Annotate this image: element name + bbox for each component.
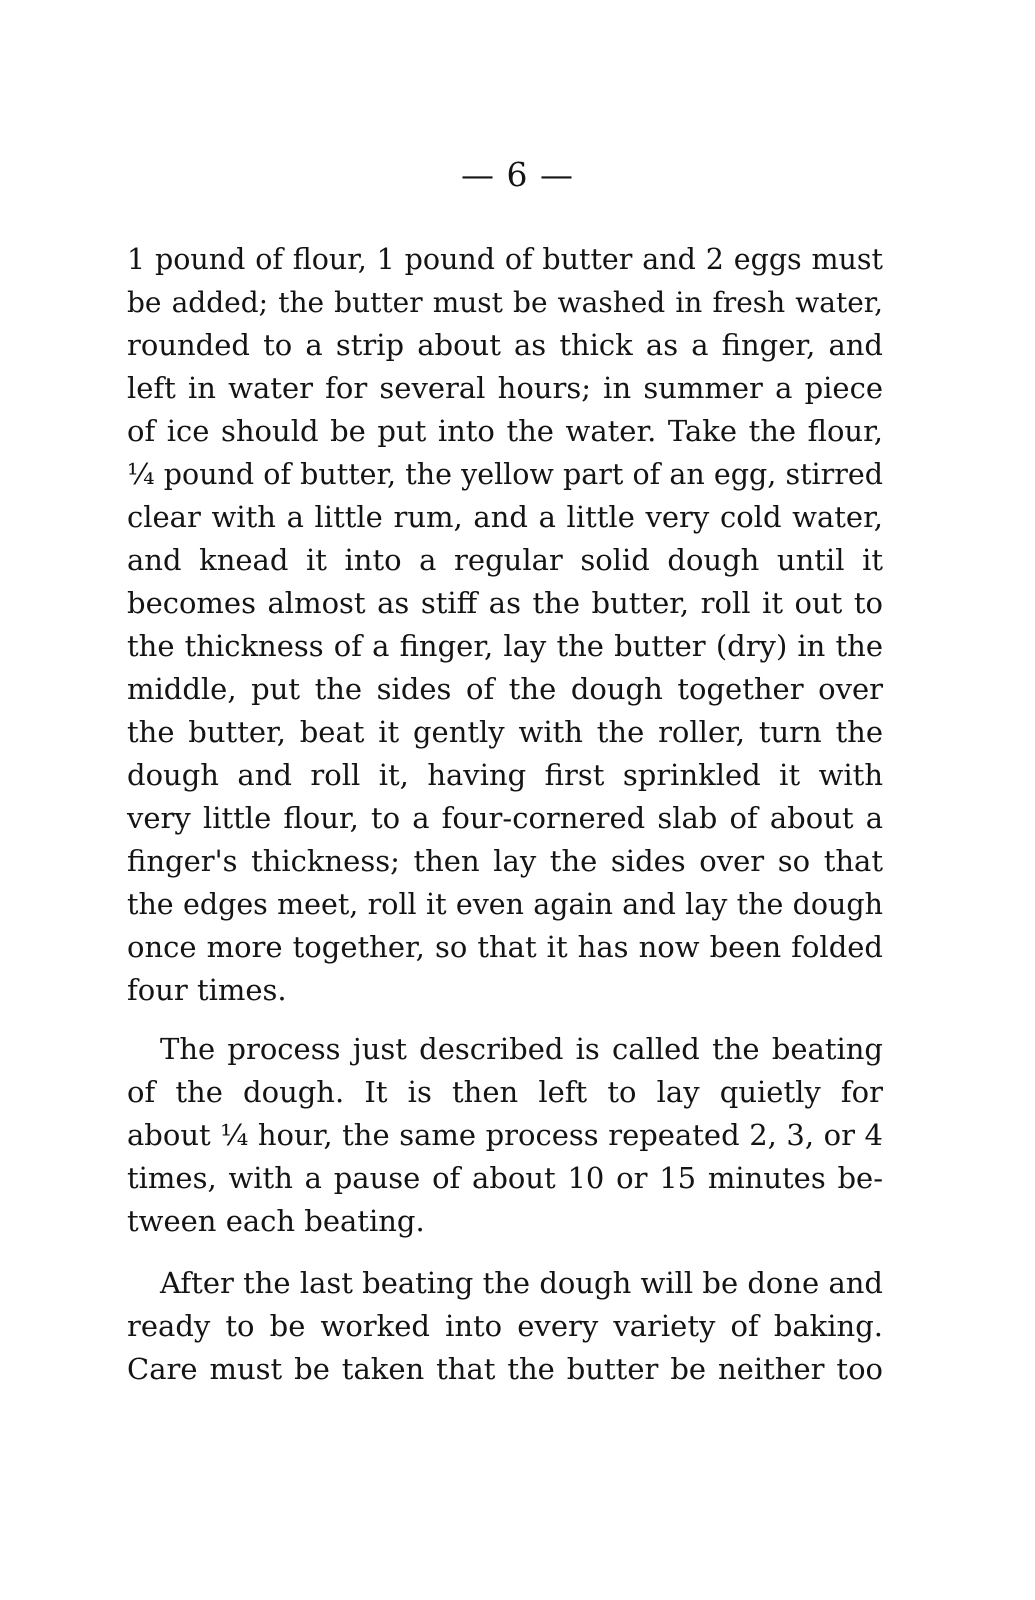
text-line: Care must be taken that the butter be neither too — [127, 1352, 883, 1386]
text-line: tween each beating. — [127, 1204, 425, 1238]
text-line: middle, put the sides of the dough together over — [127, 672, 883, 706]
text-line: finger's thickness; then lay the sides over so that — [127, 844, 883, 878]
text-line: After the last beating the dough will be done and — [160, 1266, 883, 1300]
text-line: the edges meet, roll it even again and lay the dough — [127, 888, 883, 921]
text-line: dough and roll it, having first sprinkled it with — [127, 758, 883, 792]
text-line: rounded to a strip about as thick as a finger, and — [127, 328, 883, 362]
text-line: of ice should be put into the water. Take the flour, — [127, 414, 883, 448]
paragraph-1 — [127, 238, 883, 1012]
text-line: of the dough. It is then left to lay quietly for — [127, 1075, 883, 1109]
text-line: The process just described is called the beating — [160, 1032, 883, 1066]
text-line: left in water for several hours; in summer a piece — [127, 371, 883, 405]
text-line: becomes almost as stiff as the butter, roll it out to — [127, 586, 883, 620]
text-line: 1 pound of flour, 1 pound of butter and 2 eggs must — [127, 243, 883, 276]
text-line: about ¼ hour, the same process repeated 2, 3, or 4 — [127, 1118, 883, 1152]
paragraph-3 — [127, 1262, 883, 1391]
text-line: the thickness of a finger, lay the butter (dry) in the — [127, 629, 883, 663]
text-line: ready to be worked into every variety of baking. — [127, 1309, 883, 1343]
text-line: very little flour, to a four-cornered slab of about a — [127, 801, 883, 835]
text-line: once more together, so that it has now been folded — [127, 930, 883, 964]
paragraph-2 — [127, 1028, 883, 1243]
text-line: and knead it into a regular solid dough until it — [127, 543, 883, 577]
page-number: — 6 — — [461, 155, 574, 194]
text-line: be added; the butter must be washed in fresh water, — [127, 286, 883, 319]
text-line: clear with a little rum, and a little very cold water, — [127, 500, 883, 534]
text-line: ¼ pound of butter, the yellow part of an egg, stirred — [127, 458, 883, 491]
text-line: times, with a pause of about 10 or 15 minutes be- — [127, 1161, 883, 1195]
text-line: four times. — [127, 973, 287, 1007]
text-line: the butter, beat it gently with the roller, turn the — [127, 715, 883, 749]
